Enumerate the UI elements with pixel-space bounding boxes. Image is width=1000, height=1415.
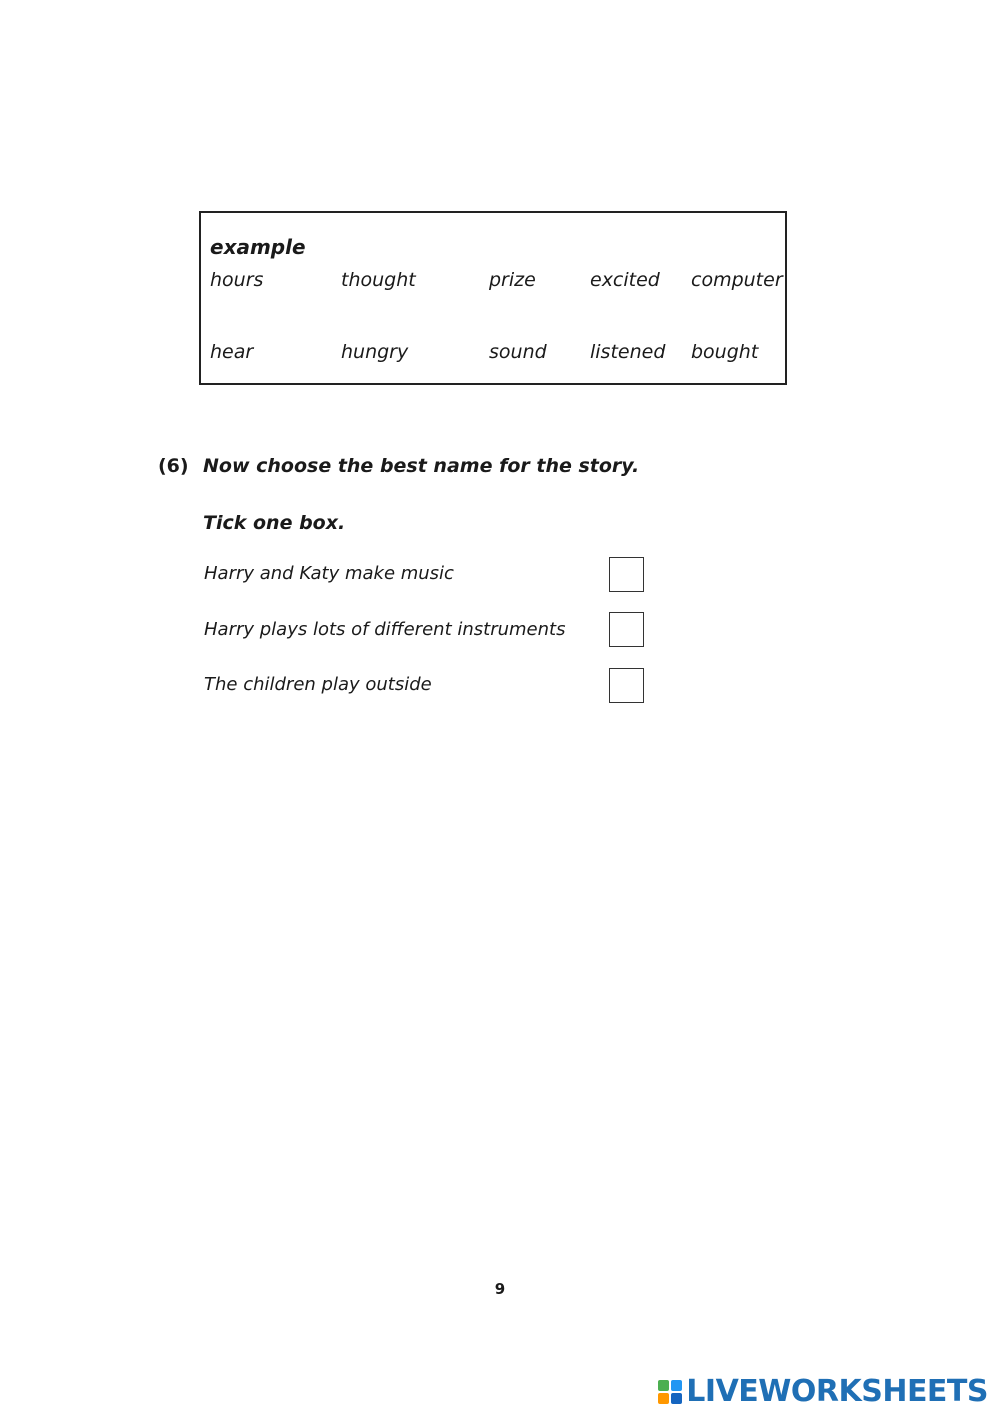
option-label: Harry plays lots of different instruments <box>204 619 566 640</box>
tick-box-option-3[interactable] <box>609 668 644 703</box>
word-bank-word: sound <box>489 341 547 363</box>
page-number: 9 <box>494 1280 506 1298</box>
word-bank-word: hungry <box>341 341 409 363</box>
word-bank-word: bought <box>691 341 759 363</box>
instruction-text: Tick one box. <box>203 512 346 534</box>
liveworksheets-logo <box>658 1374 988 1409</box>
word-bank-word: listened <box>590 341 666 363</box>
word-bank-word: hours <box>210 269 264 291</box>
word-bank-word: prize <box>489 269 536 291</box>
question-text: Now choose the best name for the story. <box>203 455 640 477</box>
tick-box-option-2[interactable] <box>609 612 644 647</box>
word-bank-word: computer <box>691 269 783 291</box>
word-bank-word: hear <box>210 341 254 363</box>
word-bank-word: excited <box>590 269 660 291</box>
tick-box-option-1[interactable] <box>609 557 644 592</box>
example-label: example <box>210 235 306 259</box>
logo-text: LIVEWORKSHEETS <box>686 1374 988 1409</box>
option-label: The children play outside <box>204 674 432 695</box>
option-label: Harry and Katy make music <box>204 563 454 584</box>
word-bank-box <box>199 211 787 385</box>
logo-icon <box>658 1380 682 1404</box>
question-number: (6) <box>158 455 189 477</box>
word-bank-word: thought <box>341 269 416 291</box>
